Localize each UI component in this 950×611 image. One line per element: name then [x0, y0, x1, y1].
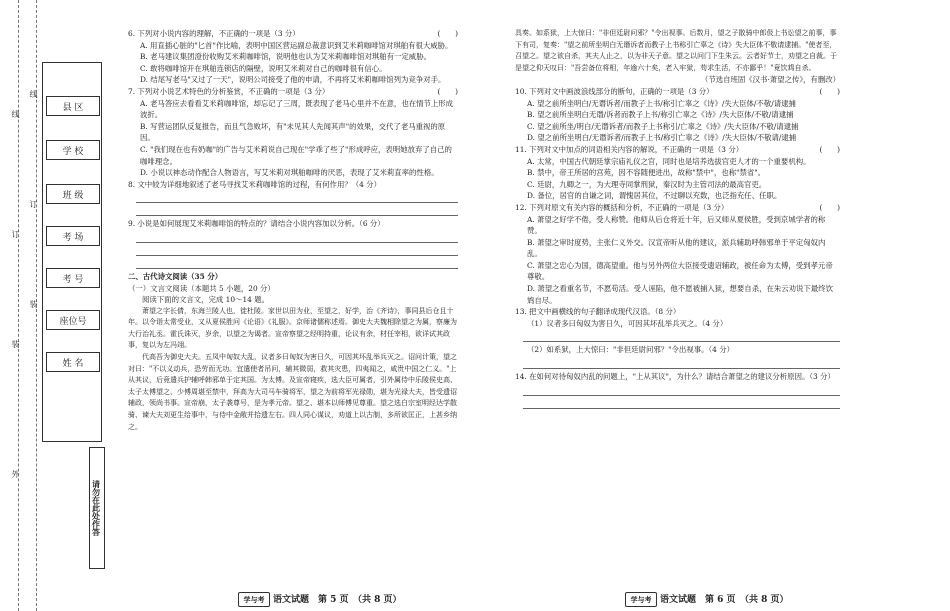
question-6: 6. 下列对小说内容的理解，不正确的一项是（3 分） ( ) [128, 29, 458, 38]
section-title: 二、古代诗文阅读（35 分） [128, 271, 223, 281]
question-9: 9. 小说是如何展现艾米莉咖啡馆的特点的？请结合小说内容加以分析。（6 分） [128, 219, 385, 229]
option[interactable]: C. 廷尉，九卿之一，为大理寺同掌刑狱，秦汉时为主管司法的最高官吏。 [527, 179, 767, 189]
passage-paragraph: 萧望之字长倩，东海兰陵人也，徙杜陵。家世以田为业，至望之，好学，治《齐诗》，事同县后仓且十年。以令诣太常受业，又从夏侯胜问《论语》《礼服》。京师诸儒称述焉。御史大夫魏相除望之为属，察廉为大行治礼丞。霍氏诛灭，岁余，以望之为谒者。宣帝察望之经明持重，论议有余，材任宰相，欲详试其政事，复以为左冯翊。 [128, 306, 457, 350]
answer-line[interactable] [136, 258, 458, 269]
option[interactable]: D. 备位，居官的自谦之词，谓愧居其位，不过聊以充数，也泛指充任、任职。 [527, 191, 782, 201]
question-11: 11. 下列对文中加点的词语相关内容的解说，不正确的一项是（3 分） ( ) [515, 144, 840, 154]
question-10: 10. 下列对文中画波浪线部分的断句，正确的一项是（3 分） ( ) [515, 86, 840, 96]
answer-line[interactable] [523, 398, 840, 409]
option[interactable]: B. 写营运团队反复报告，而且气急败坏，有"未见其人先闻其声"的效果，交代了老马重视的原因。 [140, 121, 446, 143]
page-number: 语文试题 第 5 页 （共 8 页） [273, 595, 402, 605]
option[interactable]: A. 太常，中国古代朝廷掌宗庙礼仪之官，同时也是培养选拔官吏人才的一个重要机构。 [527, 156, 811, 166]
publisher-logo: 学与考 [625, 592, 657, 607]
option[interactable]: D. 萧望之看重名节，不愿苟活。受人诬陷，他不愿被捕入狱，想要自杀，在朱云劝说下最终饮鸩自尽。 [527, 284, 833, 305]
cut-line [18, 0, 19, 611]
option[interactable]: C. 望之前所坐/明白/无谮诉者/而教子上书称引/亡辜之《诗》/失大臣体/不敬/请逮捕 [527, 121, 799, 131]
cut-mark: 线 [29, 90, 38, 98]
option[interactable]: A. 望之前所坐明白/无谮诉者/而教子上书/称引亡辜之《诗》/失大臣体/不敬/请逮捕 [527, 98, 796, 108]
option[interactable]: D. 结尾写老马"又过了一天"，说明公司接受了他的申请，不再将艾米莉咖啡馆列为竞争对手。 [140, 75, 446, 85]
answer-line[interactable] [523, 385, 840, 396]
cut-mark: 外 [11, 470, 20, 478]
question-7: 7. 下列对小说艺术特色的分析鉴赏，不正确的一项是（3 分） ( ) [128, 86, 458, 96]
answer-line[interactable] [136, 205, 458, 216]
page-6-column [515, 28, 840, 411]
cut-mark: 线 [11, 110, 20, 118]
question-13-2: （2）如系狱，上大惊曰："非但廷尉问邪？"令出视事。（4 分） [527, 345, 735, 355]
question-14: 14. 在如何对待匈奴内乱的问题上，"上从其议"，为什么？请结合萧望之的建议分析原因。（3 分） [515, 372, 835, 382]
option[interactable]: B. 萧望之审时度势，主张仁义外交。汉宣帝听从他的建议，派兵辅助呼韩邪单于平定匈奴内乱。 [527, 237, 826, 259]
publisher-logo: 学与考 [238, 592, 270, 607]
cut-mark: 订 [11, 230, 20, 238]
no-answer-note: 请勿在此处作答 [89, 447, 105, 569]
question-13: 13. 把文中画横线的句子翻译成现代汉语。（8 分） [515, 307, 681, 317]
field-name[interactable]: 姓 名 [46, 352, 100, 372]
passage-paragraph: 具奏。如系狱，上大惊曰："非但廷尉问邪？"令出视事。后数月，望之子散骑中郎伋上书讼望之前事，事下有司，复奏："望之前所坐明白无谮诉者而教子上书称引亡辜之《诗》失大臣体不敬请逮捕。"使者至，召望之。望之欲自杀，其夫人止之，以为非天子意。望之以问门下生朱云。云者好节士，劝望之自裁。于是望之仰天叹曰："吾尝备位将相，年逾六十矣，老入牢狱，苟求生活，不亦鄙乎！"竟饮鸩自杀。 [515, 29, 837, 72]
option[interactable]: A. 老马答应去看看艾米莉咖啡馆，却忘记了三周，既表现了老马心里并不在意，也在情节上形成波折。 [140, 98, 454, 120]
instruction: 阅读下面的文言文，完成 10～14 题。 [142, 295, 269, 305]
cut-mark: 订 [29, 200, 38, 208]
option[interactable]: B. 禁中，帝王所居的宫苑，因不容随便进出，故称"禁中"，也称"禁省"。 [527, 168, 766, 178]
answer-line[interactable] [523, 358, 840, 369]
page-5-footer [238, 592, 402, 607]
cut-mark: 装 [29, 300, 38, 308]
question-8: 8. 文中较为详细地叙述了老马寻找艾米莉咖啡馆的过程，有何作用？（4 分） [128, 179, 381, 189]
option[interactable]: D. 小说以神态动作配合人物语言，写艾米莉对琪舶咖啡的厌恶，表现了艾米莉直率的性格。 [140, 168, 439, 178]
field-exam-room[interactable]: 考 场 [46, 226, 100, 246]
page-5-column [128, 28, 458, 433]
field-seat[interactable]: 座位号 [46, 310, 100, 330]
subsection-title: （一）文言文阅读（本题共 5 小题，20 分） [128, 283, 275, 293]
option[interactable]: A. 用直插心脏的"匕首"作比喻，表明中国区营运副总裁意识到艾米莉咖啡馆对琪舶有很大威胁。 [140, 40, 453, 50]
answer-line[interactable] [523, 331, 840, 342]
field-class[interactable]: 班 级 [46, 184, 100, 204]
answer-line[interactable] [136, 245, 458, 256]
cut-mark: 装 [11, 340, 20, 348]
page-number: 语文试题 第 6 页 （共 8 页） [660, 595, 789, 605]
binding-margin [0, 0, 110, 611]
option[interactable]: D. 望之前所坐明白/无谮诉者/而教子上书/称引亡辜之《诗》/失大臣体/不敬请/逮捕 [527, 133, 797, 143]
source-note: （节选自班固《汉书·萧望之传》，有删改） [700, 75, 840, 85]
passage-paragraph: 代高吾为御史大夫。五凤中匈奴大乱，议者多曰匈奴为害日久，可因其坏乱举兵灭之。诏问计策，望之对曰："不以义动兵，恐劳而无功。宜遣使者吊问，辅其微弱，救其灾患，四夷闻之，咸贵中国之仁义。"上从其议，后竟遣兵护辅呼韩邪单于定其国。为太傅。及宣帝寝疾，选大臣可属者，引外属侍中乐陵侯史高、太子太傅望之、少傅周堪至禁中，拜高为大司马车骑将军，望之为前将军光禄勋，堪为光禄大夫，皆受遗诏辅政，领尚书事。宣帝崩，太子袭尊号，是为孝元帝。望之、堪本以师傅见尊重。望之选白宗室明经达学散骑、谏大夫刘更生给事中，与侍中金敞并拾遗左右。四人同心谋议，劝道上以古制，多所欲匡正，上甚乡纳之。 [128, 353, 457, 431]
option[interactable]: B. 老马建议集团澄份收购艾米莉咖啡馆，说明他也认为艾米莉咖啡馆对琪舶有一定威胁。 [140, 52, 431, 62]
field-exam-number[interactable]: 考 号 [46, 268, 100, 288]
answer-line[interactable] [136, 192, 458, 203]
option[interactable]: C. "我们现在也有奶咖"的广告与艾米莉说自己现在"学乖了些了"形成呼应，表明她放弃了自己的咖啡理念。 [140, 144, 452, 166]
info-box [42, 62, 102, 442]
field-county[interactable]: 县 区 [46, 96, 100, 116]
option[interactable]: B. 望之前所坐明白无谮/诉者而教子上书/称引亡辜之《诗》/失大臣体/不敬/请逮捕 [527, 110, 794, 120]
question-13-1: （1）议者多曰匈奴为害日久，可因其坏乱举兵灭之。（4 分） [527, 318, 728, 328]
question-12: 12. 下列对原文有关内容的概括和分析，不正确的一项是（3 分） ( ) [515, 202, 840, 212]
option[interactable]: A. 萧望之好学不倦，受人称赞。他师从后仓将近十年，后又师从夏侯胜，受到京城学者的称赞。 [527, 214, 826, 236]
option[interactable]: C. 敢将咖啡馆开在琪舶连锁店的隔壁，说明艾米莉对自己的咖啡很有信心。 [140, 63, 387, 73]
page-6-footer [625, 592, 789, 607]
field-school[interactable]: 学 校 [46, 140, 100, 160]
option[interactable]: C. 萧望之忠心为国，德高望重。他与另外两位大臣接受遗诏辅政，被任命为太傅，受到孝元帝尊敬。 [527, 260, 833, 282]
answer-line[interactable] [136, 232, 458, 243]
